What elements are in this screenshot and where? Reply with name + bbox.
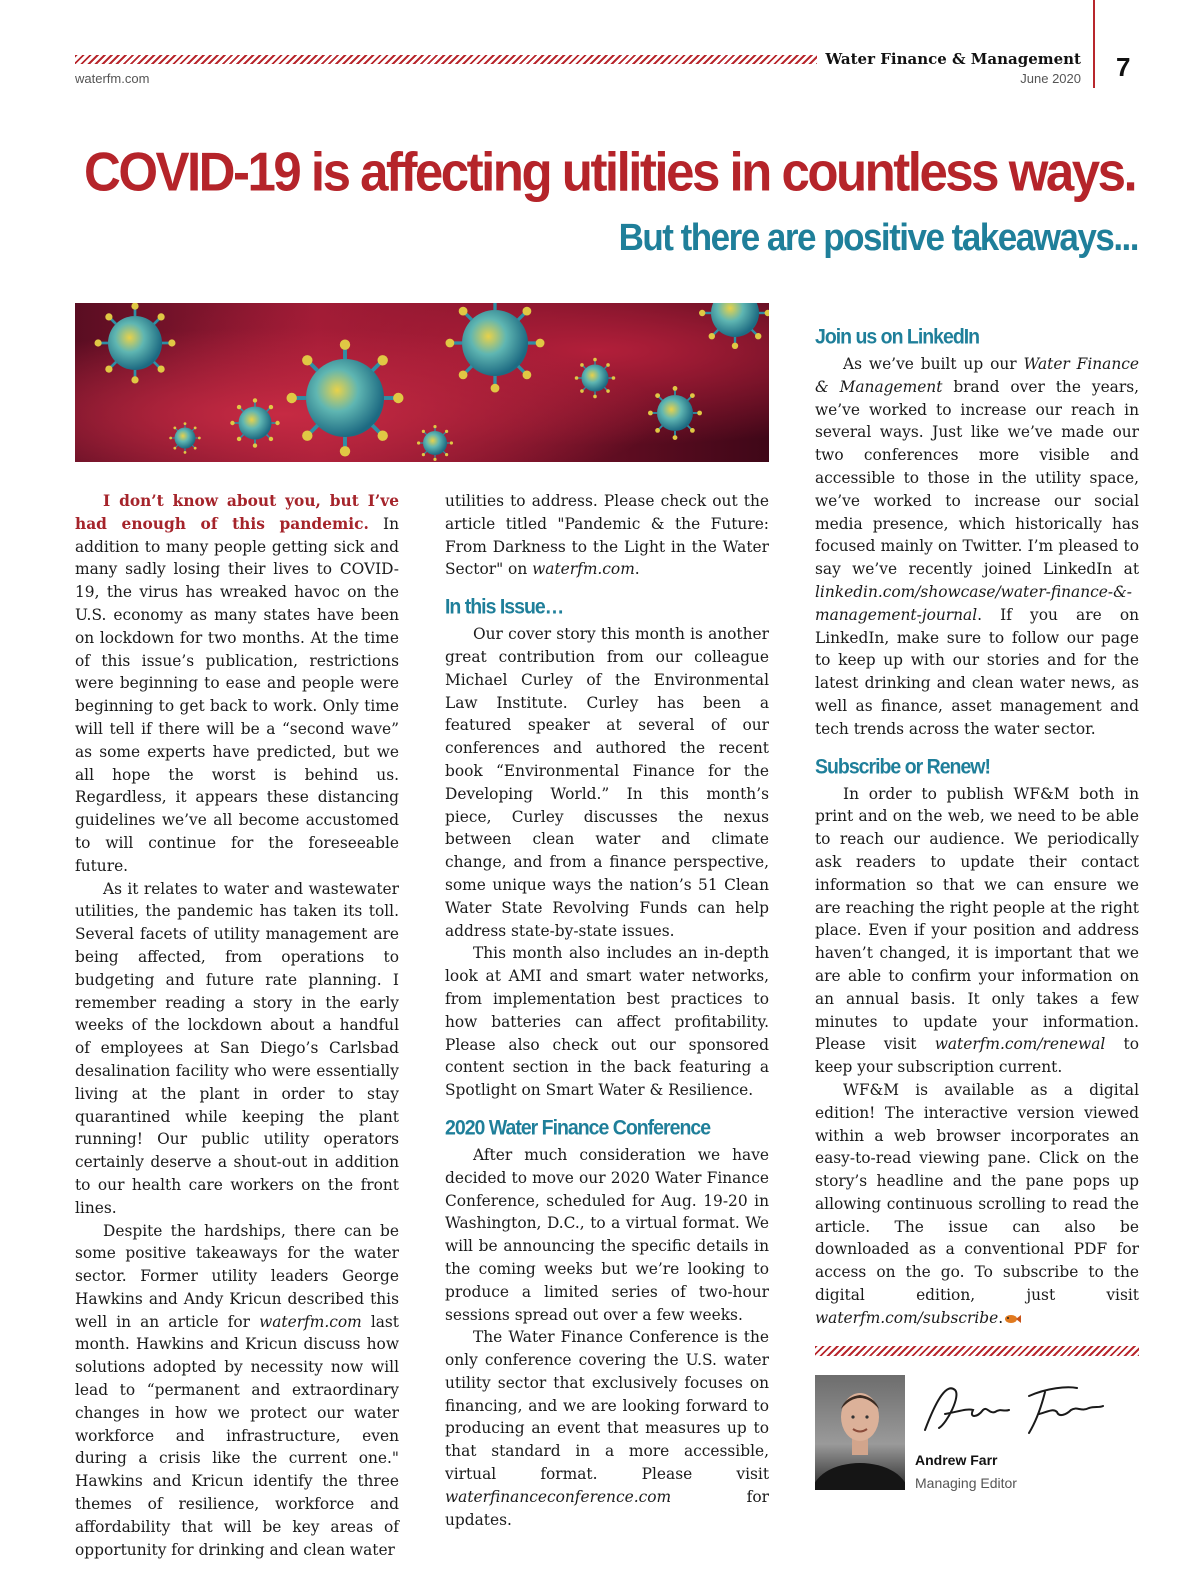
column-3 — [815, 325, 1139, 1330]
header-stripe-rule — [75, 55, 817, 64]
brand-name: Water Finance & Management — [815, 355, 1139, 396]
lead-in: I don’t know about you, but I’ve had enough of this pandemic. — [75, 492, 399, 533]
author-title: Managing Editor — [915, 1475, 1017, 1491]
publication-name: Water Finance & Management — [825, 50, 1081, 68]
fish-icon — [1003, 1313, 1021, 1325]
inline-link[interactable]: linkedin.com/showcase/water-finance-&-management-journal — [815, 582, 1132, 624]
inline-link[interactable]: waterfm.com — [259, 1312, 362, 1331]
body-paragraph: The Water Finance Conference is the only conference covering the U.S. water utility sector that exclusively focuses on financing, and we are looking forward to producing an event that measures up to that standard in a more accessible, virtual format. Please visit waterfinanceconference.com for updates. — [445, 1328, 769, 1529]
virus-hero-image — [75, 303, 769, 462]
section-heading-in-this-issue: In this Issue… — [445, 595, 564, 620]
issue-date: June 2020 — [1020, 71, 1081, 86]
intro-paragraph: I don’t know about you, but I’ve had enough of this pandemic. In addition to many people getting sick and many sadly losing their lives to COVID-19, the virus has wreaked havoc on the U.S. economy as many states have been on lockdown for two months. At the time of this issue’s publication, restrictions were beginning to ease and people were beginning to get back to work. Only time will tell if there will be a “second wave” as some experts have predicted, but we all hope the worst is behind us. Regardless, it appears these distancing guidelines we’ve all become accustomed to will continue for the foreseeable future. — [75, 492, 399, 875]
inline-link[interactable]: waterfm.com/subscribe — [815, 1308, 999, 1327]
body-paragraph: In order to publish WF&M both in print and on the web, we need to be able to reach our audience. We periodically ask readers to update their contact information so that we can ensure we are reaching the right people at the right place. Even if your position and address haven’t changed, it is important that we are able to confirm your information on an annual basis. It only takes a few minutes to update your information. Please visit waterfm.com/renewal to keep your subscription current. — [815, 784, 1139, 1077]
body-paragraph: As it relates to water and wastewater utilities, the pandemic has taken its toll. Several facets of utility management are being affected, from operations to budgeting and future rate planning. I remember reading a story in the early weeks of the lockdown about a handful of employees at San Diego’s Carlsbad desalination facility who were essentially living at the plant in order to stay quarantined while keeping the plant running! Our public utility operators certainly deserve a shout-out in addition to our health care workers on the front lines. — [75, 879, 399, 1217]
inline-link[interactable]: waterfm.com — [532, 560, 635, 579]
header-divider — [1093, 0, 1095, 88]
avatar — [815, 1375, 905, 1490]
body-paragraph: WF&M is available as a digital edition! The interactive version viewed within a web browser incorporates an easy-to-read viewing pane. Click on the story’s headline and the pane pops up allowing continuous scrolling to read the article. The issue can also be downloaded as a conventional PDF for access on the go. To subscribe to the digital edition, just visit waterfm.com/subscribe. — [815, 1080, 1139, 1327]
section-heading-conference: 2020 Water Finance Conference — [445, 1116, 711, 1140]
page-subtitle: But there are positive takeaways... — [618, 216, 1138, 259]
body-paragraph: After much consideration we have decided to move our 2020 Water Finance Conference, scheduled for Aug. 19-20 in Washington, D.C., to a virtual format. We will be announcing the specific details in the coming weeks but we’re looking to produce a limited series of two-hour sessions spread out over a few weeks. — [445, 1145, 769, 1324]
page-title: COVID-19 is affecting utilities in countless ways. — [84, 140, 1136, 203]
body-paragraph: This month also includes an in-depth look at AMI and smart water networks, from implementation best practices to how batteries can affect profitability. Please also check out our sponsored content section in the back featuring a Spotlight on Smart Water & Resilience. — [445, 944, 769, 1100]
body-paragraph: Despite the hardships, there can be some positive takeaways for the water sector. Former utility leaders George Hawkins and Andy Kricun described this well in an article for waterfm.com last month. Hawkins and Kricun discuss how solutions adopted by necessity now will lead to “permanent and extraordinary changes in how we protect our water workforce and infrastructure, even during a crisis like the current one." Hawkins and Kricun identify the three themes of resilience, workforce and affordability that will be key areas of opportunity for drinking and clean water — [75, 1221, 399, 1559]
body-paragraph: As we’ve built up our Water Finance & Management brand over the years, we’ve worked to increase our reach in several ways. Just like we’ve made our two conferences more visible and accessible to those in the utility space, we’ve worked to increase our social media presence, which historically has focused mainly on Twitter. I’m pleased to say we’ve recently joined LinkedIn at linkedin.com/showcase/water-finance-&-management-journal. If you are on LinkedIn, make sure to follow our page to keep up with our stories and for the latest drinking and clean water news, as well as finance, asset management and tech trends across the water sector. — [815, 355, 1139, 738]
inline-link[interactable]: waterfm.com/renewal — [934, 1035, 1106, 1054]
column-2 — [445, 490, 769, 1531]
column-1 — [75, 490, 399, 1561]
page-number: 7 — [1116, 52, 1131, 82]
section-heading-linkedin: Join us on LinkedIn — [815, 325, 980, 349]
body-paragraph: utilities to address. Please check out the article titled "Pandemic & the Future: From Darkness to the Light in the Water Sector" on waterfm.com. — [445, 492, 769, 579]
inline-link[interactable]: waterfinanceconference.com — [445, 1487, 672, 1506]
section-heading-subscribe: Subscribe or Renew! — [815, 754, 990, 779]
website-link[interactable]: waterfm.com — [75, 71, 150, 86]
author-name: Andrew Farr — [915, 1452, 998, 1468]
signature-stripe-rule — [815, 1346, 1139, 1356]
signature-image — [917, 1378, 1107, 1443]
body-paragraph: Our cover story this month is another great contribution from our colleague Michael Curley of the Environmental Law Institute. Curley has been a featured speaker at several of our conferences and authored the recent book “Environmental Finance for the Developing World.” In this month’s piece, Curley discusses the nexus between clean water and climate change, and from a finance perspective, some unique ways the nation’s 51 Clean Water State Revolving Funds can help address state-by-state issues. — [445, 625, 769, 940]
